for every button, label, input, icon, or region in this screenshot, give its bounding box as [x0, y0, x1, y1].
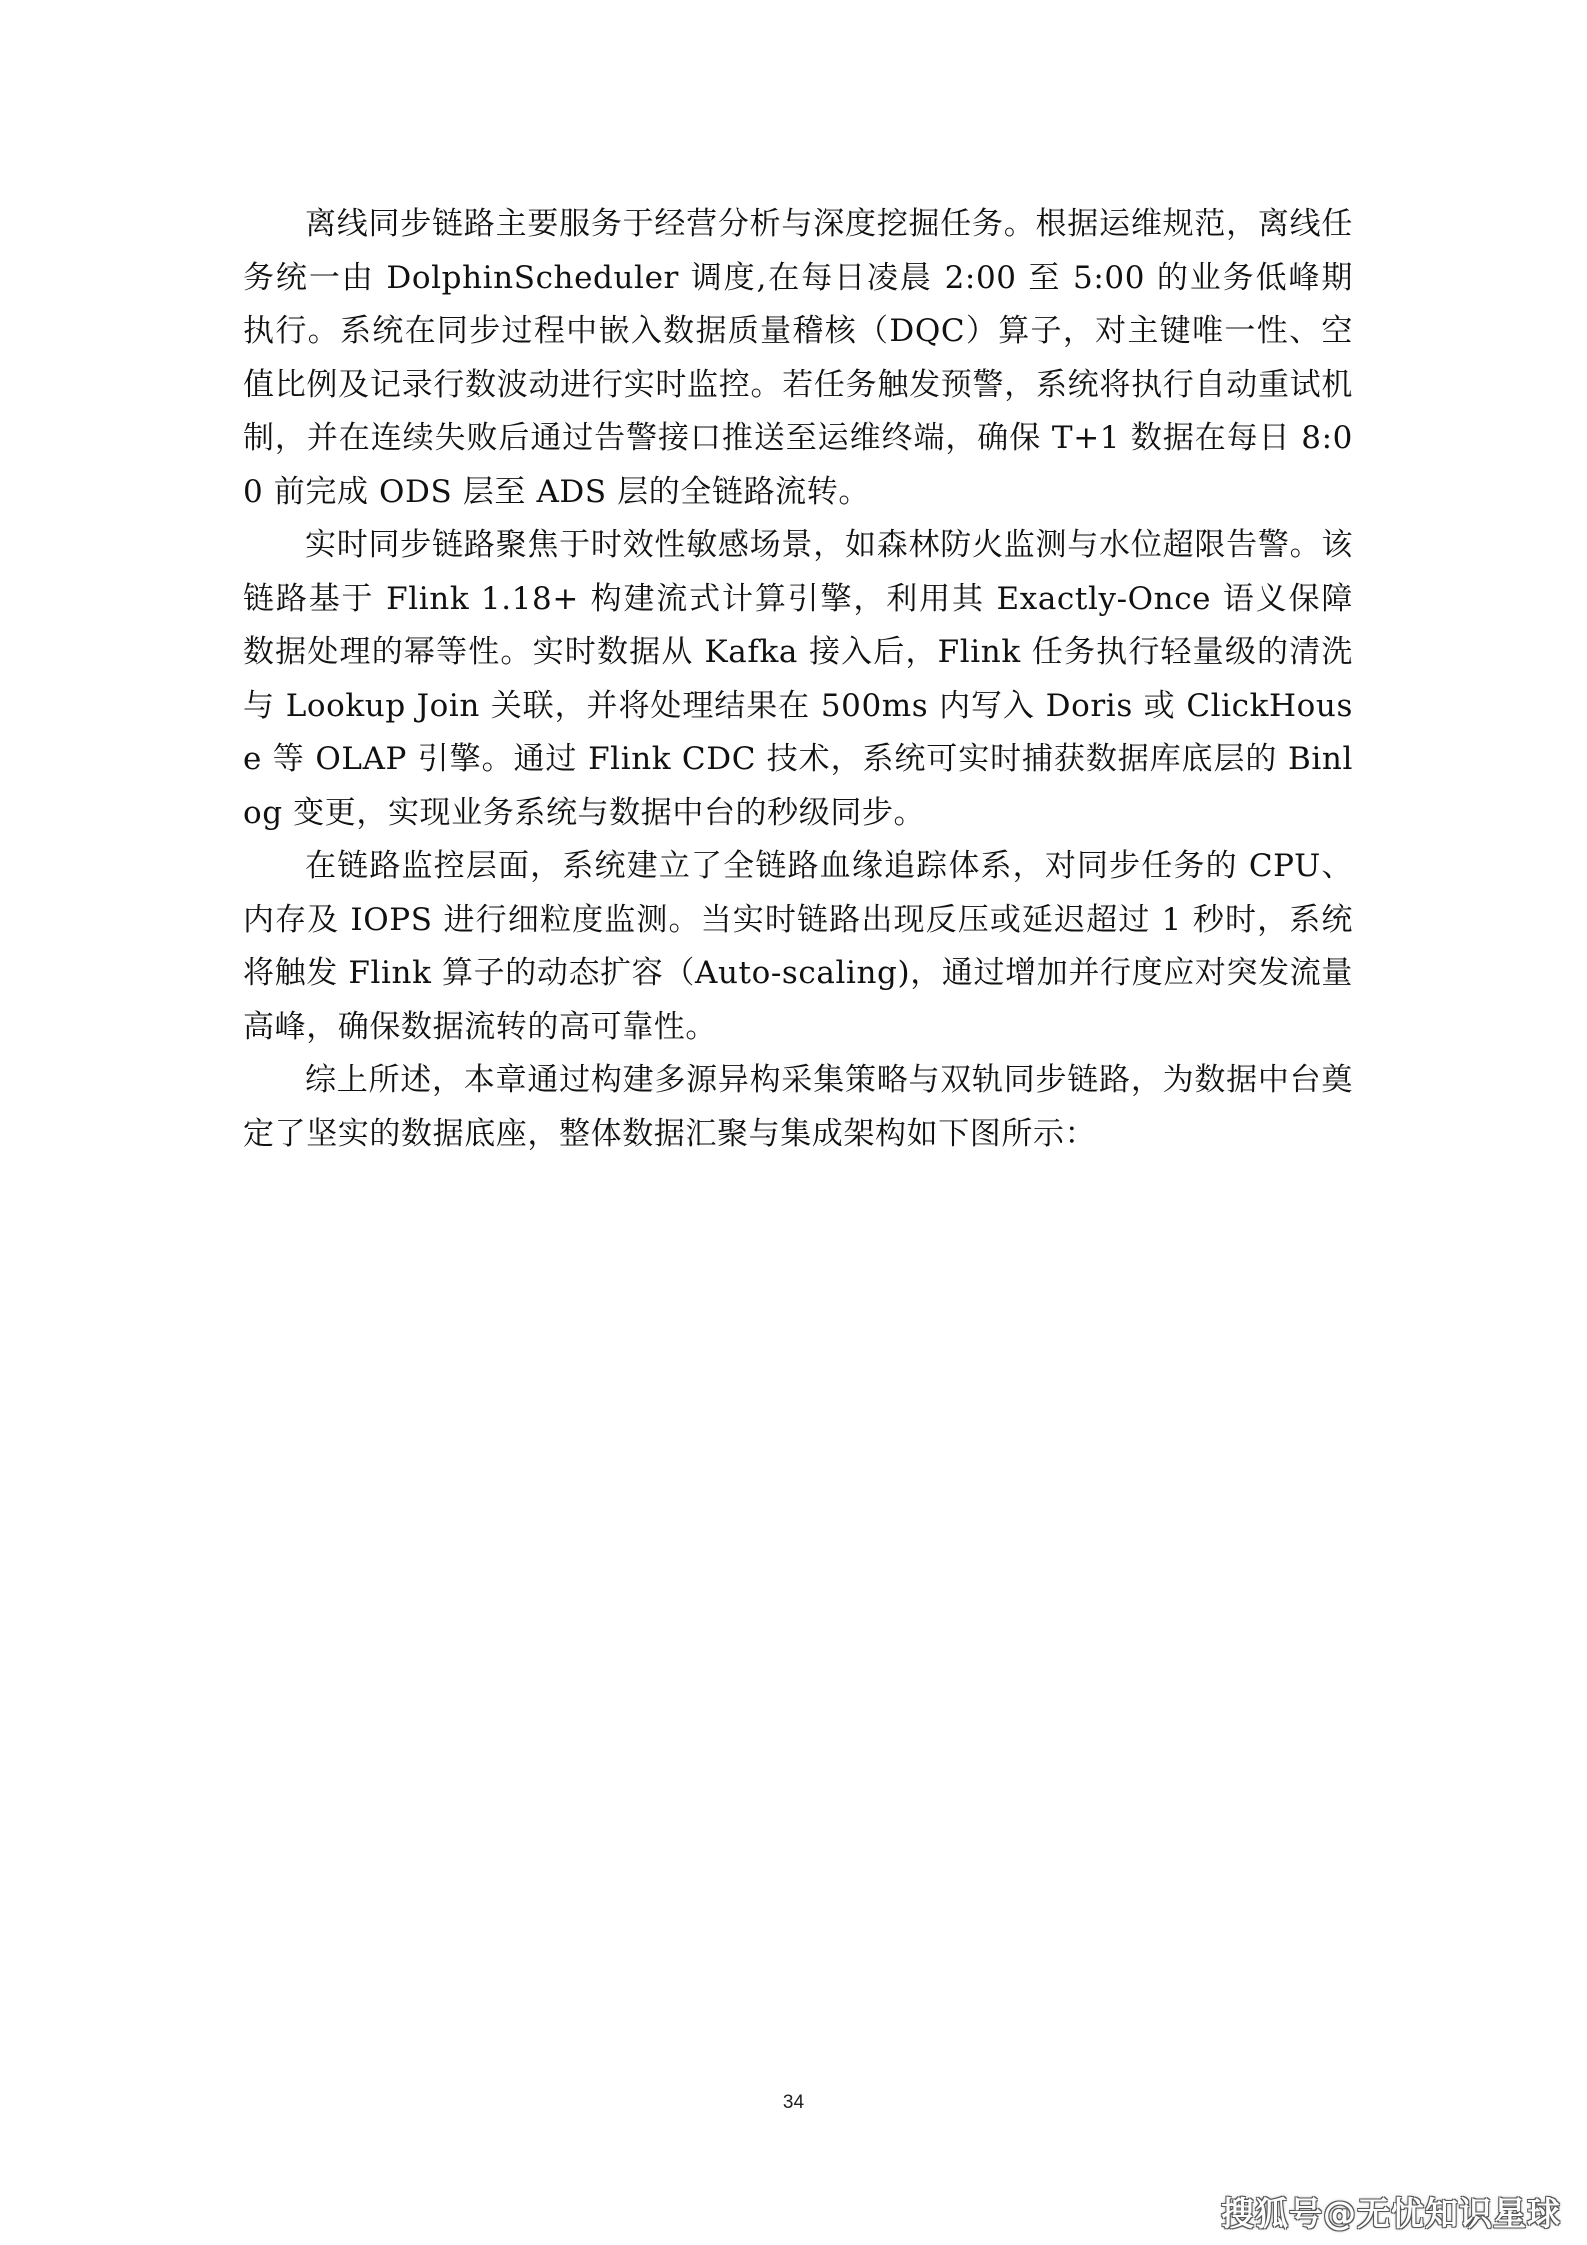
paragraph-realtime-sync: 实时同步链路聚焦于时效性敏感场景，如森林防火监测与水位超限告警。该链路基于 Flink 1.18+ 构建流式计算引擎，利用其 Exactly-Once 语义保障数据处理的幂等性。实时数据从 Kafka 接入后，Flink 任务执行轻量级的清洗与 Lookup Join 关联，并将处理结果在 500ms 内写入 Doris 或 ClickHouse 等 OLAP 引擎。通过 Flink CDC 技术，系统可实时捕获数据库底层的 Binlog 变更，实现业务系统与数据中台的秒级同步。 [243, 527, 1353, 831]
page-number: 34 [782, 2092, 805, 2113]
document-body [243, 198, 1353, 1161]
paragraph-link-monitoring: 在链路监控层面，系统建立了全链路血缘追踪体系，对同步任务的 CPU、内存及 IOPS 进行细粒度监测。当实时链路出现反压或延迟超过 1 秒时，系统将触发 Flink 算子的动态扩容（Auto-scaling)，通过增加并行度应对突发流量高峰，确保数据流转的高可靠性。 [243, 848, 1353, 1045]
paragraph-offline-sync: 离线同步链路主要服务于经营分析与深度挖掘任务。根据运维规范，离线任务统一由 DolphinScheduler 调度,在每日凌晨 2:00 至 5:00 的业务低峰期执行。系统在同步过程中嵌入数据质量稽核（DQC）算子，对主键唯一性、空值比例及记录行数波动进行实时监控。若任务触发预警，系统将执行自动重试机制，并在连续失败后通过告警接口推送至运维终端，确保 T+1 数据在每日 8:00 前完成 ODS 层至 ADS 层的全链路流转。 [243, 206, 1353, 510]
paragraph-summary: 综上所述，本章通过构建多源异构采集策略与双轨同步链路，为数据中台奠定了坚实的数据底座，整体数据汇聚与集成架构如下图所示： [243, 1062, 1353, 1152]
watermark: 搜狐号@无忧知识星球 [1221, 2194, 1561, 2233]
